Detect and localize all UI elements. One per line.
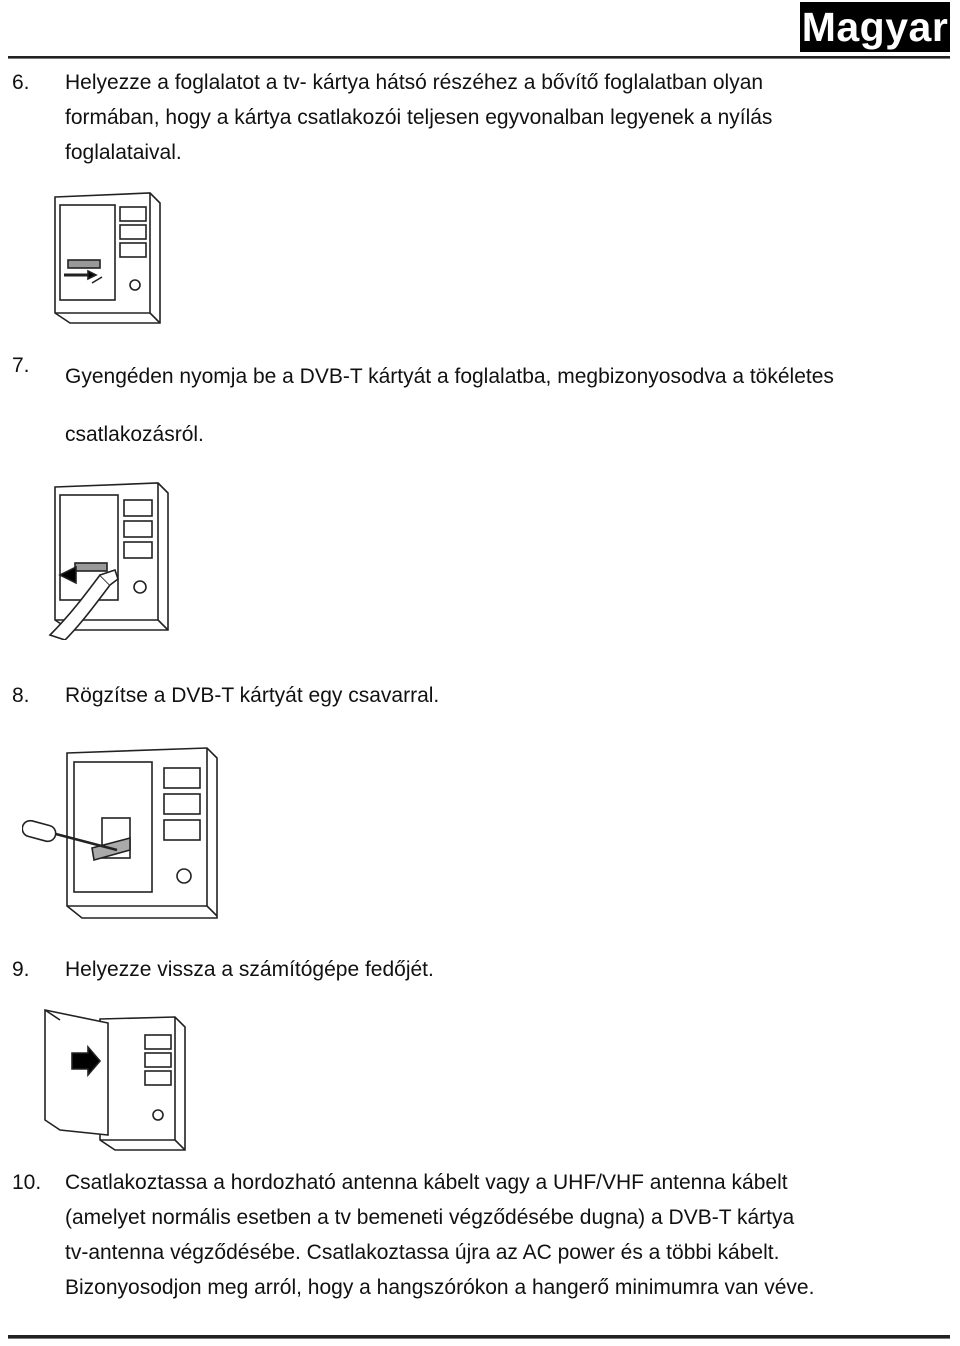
step-line: formában, hogy a kártya csatlakozói teljesen egyvonalban legyenek a nyílás xyxy=(65,106,773,129)
step-number: 6. xyxy=(12,71,30,94)
step-line: Rögzítse a DVB-T kártyát egy csavarral. xyxy=(65,684,440,707)
step-line: (amelyet normális esetben a tv bemeneti végződésébe dugna) a DVB-T kártya xyxy=(65,1206,795,1229)
step-line: tv-antenna végződésébe. Csatlakoztassa újra az AC power és a többi kábelt. xyxy=(65,1241,780,1264)
step-line: Csatlakoztassa a hordozható antenna kábelt vagy a UHF/VHF antenna kábelt xyxy=(65,1171,788,1194)
step-text xyxy=(65,65,945,170)
step-text xyxy=(65,678,945,713)
step-line: foglalataival. xyxy=(65,141,182,164)
language-badge: Magyar xyxy=(801,4,949,50)
step-number: 9. xyxy=(12,958,30,981)
step-number: 10. xyxy=(12,1171,42,1194)
pc-case-press-card-icon xyxy=(40,475,185,640)
step-line: Helyezze a foglalatot a tv- kártya hátsó részéhez a bővítő foglalatban olyan xyxy=(65,71,764,94)
step-text xyxy=(65,1165,945,1305)
step-text xyxy=(65,348,945,464)
step-number: 8. xyxy=(12,684,30,707)
step-number: 7. xyxy=(12,354,30,377)
step-line: Bizonyosodjon meg arról, hogy a hangszórókon a hangerő minimumra van véve. xyxy=(65,1276,815,1299)
step-line: Helyezze vissza a számítógépe fedőjét. xyxy=(65,958,434,981)
step-line: csatlakozásról. xyxy=(65,423,204,446)
step-text xyxy=(65,952,945,987)
top-rule xyxy=(8,56,950,59)
pc-case-cover-icon xyxy=(40,1005,190,1155)
pc-case-screwdriver-icon xyxy=(22,738,222,928)
pc-case-insert-card-icon xyxy=(40,185,180,330)
bottom-rule xyxy=(8,1335,950,1339)
step-line: Gyengéden nyomja be a DVB-T kártyát a foglalatba, megbizonyosodva a tökéletes xyxy=(65,365,834,388)
